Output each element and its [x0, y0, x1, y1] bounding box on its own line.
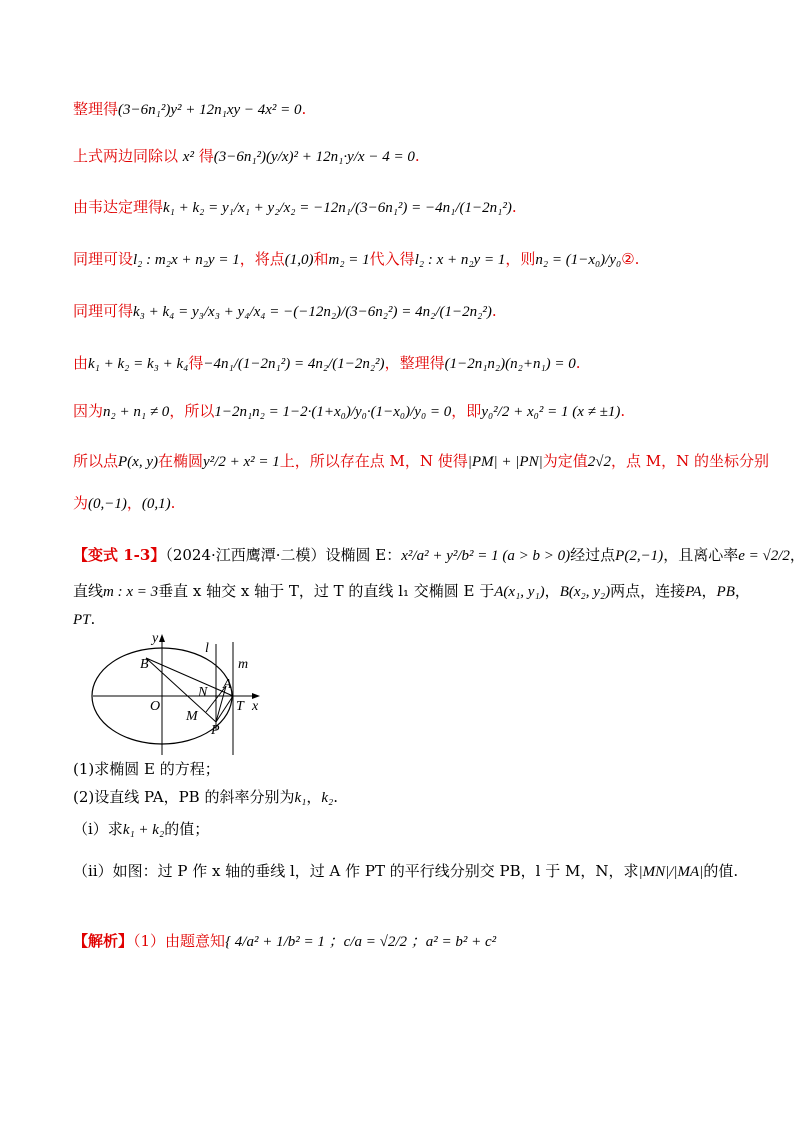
- problem-line-2: [73, 580, 760, 603]
- math-expression: A(x₁, y₁): [494, 584, 545, 600]
- math-expression: P(2,−1): [615, 548, 664, 564]
- text-span: 在椭圆: [157, 452, 203, 470]
- question-2: [73, 786, 760, 809]
- label-mpoint: M: [186, 709, 198, 724]
- math-expression: 1−2n₁n₂ = 1−2·(1+x₀)/y₀·(1−x₀)/y₀ = 0: [214, 404, 452, 420]
- text-span: .: [620, 402, 626, 420]
- text-span: ，整理得: [384, 354, 445, 372]
- math-expression: l₂ : x + n₂y = 1: [414, 252, 506, 268]
- math-expression: x²/a² + y²/b² = 1 (a > b > 0): [401, 548, 571, 564]
- text-span: 所以点: [73, 452, 119, 470]
- text-span: ，即: [451, 402, 482, 420]
- label-x: x: [252, 699, 259, 714]
- text-span: .: [301, 100, 307, 118]
- line-1: [73, 98, 760, 121]
- line-3: [73, 196, 760, 219]
- ellipse-diagram: [88, 630, 288, 760]
- text-span: 为: [73, 494, 89, 512]
- text-span: 为定值: [542, 452, 588, 470]
- text-span: 垂直 x 轴交 x 轴于 T，过 T 的直线 l₁ 交椭圆 E 于: [158, 582, 495, 600]
- math-expression: m : x = 3: [103, 584, 159, 600]
- math-expression: (3−6n₁²)y² + 12n₁xy − 4x² = 0: [118, 102, 302, 118]
- text-span: .: [491, 302, 497, 320]
- text-span: (1)求椭圆 E 的方程；: [73, 760, 220, 778]
- text-span: ，: [306, 788, 322, 806]
- text-span: ，: [126, 494, 142, 512]
- text-span: 上式两边同除以: [73, 147, 183, 165]
- question-2-ii: [73, 860, 760, 883]
- text-span: （ⅰ）求: [73, 820, 123, 838]
- math-expression: e = √2/2: [738, 548, 790, 564]
- math-expression: m₂ = 1: [328, 252, 370, 268]
- math-expression: k₁ + k₂: [122, 822, 165, 838]
- text-span: ，且离心率: [663, 546, 739, 564]
- line-7: [73, 400, 760, 423]
- math-expression: y₀²/2 + x₀² = 1 (x ≠ ±1): [481, 404, 621, 420]
- text-span: 【变式 1-3】: [73, 546, 166, 564]
- math-expression: k₂: [321, 790, 334, 806]
- line-5: [73, 300, 760, 323]
- math-expression: |PM| + |PN|: [467, 454, 543, 470]
- math-expression: PB: [716, 584, 735, 600]
- text-span: 直线: [73, 582, 104, 600]
- math-expression: (0,1): [141, 496, 171, 512]
- math-expression: { 4/a² + 1/b² = 1 ；c/a = √2/2 ；a² = b² + c²: [225, 934, 497, 950]
- math-expression: |MN|/|MA|: [638, 864, 704, 880]
- text-span: 经过点: [570, 546, 616, 564]
- text-span: 因为: [73, 402, 104, 420]
- math-expression: P(x, y): [118, 454, 158, 470]
- text-span: 由: [73, 354, 89, 372]
- label-t: T: [236, 699, 244, 714]
- line-8: [73, 450, 769, 473]
- math-expression: (1,0): [284, 252, 314, 268]
- text-span: 整理得: [73, 100, 119, 118]
- text-span: （ⅱ）如图：过 P 作 x 轴的垂线 l，过 A 作 PT 的平行线分别交 PB，l 于 M，N，求: [73, 862, 639, 880]
- math-expression: y²/2 + x² = 1: [203, 454, 280, 470]
- text-span: .: [333, 788, 338, 806]
- problem-line-3: [73, 608, 760, 631]
- text-span: ②.: [621, 250, 640, 268]
- text-span: 得: [193, 147, 214, 165]
- text-span: ，将点: [239, 250, 285, 268]
- text-span: ，则: [505, 250, 536, 268]
- label-n: N: [198, 685, 208, 700]
- text-span: 【解析】: [73, 932, 134, 950]
- math-expression: l₂ : m₂x + n₂y = 1: [133, 252, 240, 268]
- math-expression: n₂ + n₁ ≠ 0: [103, 404, 170, 420]
- line-6: [73, 352, 760, 375]
- text-span: 同理可设: [73, 250, 134, 268]
- text-span: 得: [188, 354, 204, 372]
- label-p: P: [211, 723, 220, 738]
- label-o: O: [150, 699, 161, 714]
- math-expression: n₂ = (1−x₀)/y₀: [535, 252, 622, 268]
- math-expression: 2√2: [587, 454, 611, 470]
- math-expression: (3−6n₁²)(y/x)² + 12n₁·y/x − 4 = 0: [213, 149, 415, 165]
- math-expression: x²: [182, 149, 194, 165]
- math-expression: B(x₂, y₂): [559, 584, 611, 600]
- text-span: 代入得: [369, 250, 415, 268]
- math-expression: k₃ + k₄ = y₃/x₃ + y₄/x₄ = −(−12n₂)/(3−6n₂²) = 4n₂/(1−2n₂²): [133, 304, 492, 320]
- math-expression: k₁: [294, 790, 307, 806]
- math-expression: k₁ + k₂ = y₁/x₁ + y₂/x₂ = −12n₁/(3−6n₁²) = −4n₁/(1−2n₁²): [163, 200, 512, 216]
- text-span: (2)设直线 PA，PB 的斜率分别为: [73, 788, 295, 806]
- text-span: .: [511, 198, 517, 216]
- math-expression: (0,−1): [88, 496, 127, 512]
- text-span: .: [90, 610, 96, 628]
- text-span: .: [414, 147, 420, 165]
- text-span: 由韦达定理得: [73, 198, 164, 216]
- text-span: 同理可得: [73, 302, 134, 320]
- label-y: y: [152, 631, 159, 646]
- problem-header: [73, 544, 805, 567]
- text-span: 和: [313, 250, 329, 268]
- text-span: ，: [544, 582, 560, 600]
- text-span: ，所以: [169, 402, 215, 420]
- math-expression: PA: [685, 584, 702, 600]
- text-span: 的值.: [703, 862, 739, 880]
- label-l: l: [205, 641, 209, 656]
- y-axis-arrow: [159, 634, 165, 642]
- math-expression: PT: [73, 612, 91, 628]
- text-span: （1）由题意知: [133, 932, 226, 950]
- question-2-i: [73, 818, 760, 841]
- text-span: 上，所以存在点 M，N 使得: [279, 452, 468, 470]
- text-span: 的值；: [164, 820, 210, 838]
- text-span: .: [575, 354, 581, 372]
- line-2: [73, 145, 760, 168]
- math-expression: −4n₁/(1−2n₁²) = 4n₂/(1−2n₂²): [203, 356, 385, 372]
- math-expression: (1−2n₁n₂)(n₂+n₁) = 0: [444, 356, 576, 372]
- text-span: ，: [789, 546, 805, 564]
- text-span: .: [170, 494, 176, 512]
- question-1: [73, 758, 760, 780]
- text-span: （2024·江西鹰潭·二模）设椭圆 E：: [165, 546, 402, 564]
- text-span: ，: [734, 582, 750, 600]
- label-m: m: [238, 657, 249, 672]
- line-bt: [146, 658, 233, 696]
- line-4: [73, 248, 760, 271]
- line-9: [73, 492, 760, 515]
- solution-start: [73, 930, 760, 953]
- text-span: 两点，连接: [610, 582, 686, 600]
- text-span: ，: [701, 582, 717, 600]
- math-expression: k₁ + k₂ = k₃ + k₄: [88, 356, 189, 372]
- label-b: B: [140, 657, 149, 672]
- label-a: A: [223, 677, 232, 692]
- text-span: ，点 M，N 的坐标分别: [610, 452, 769, 470]
